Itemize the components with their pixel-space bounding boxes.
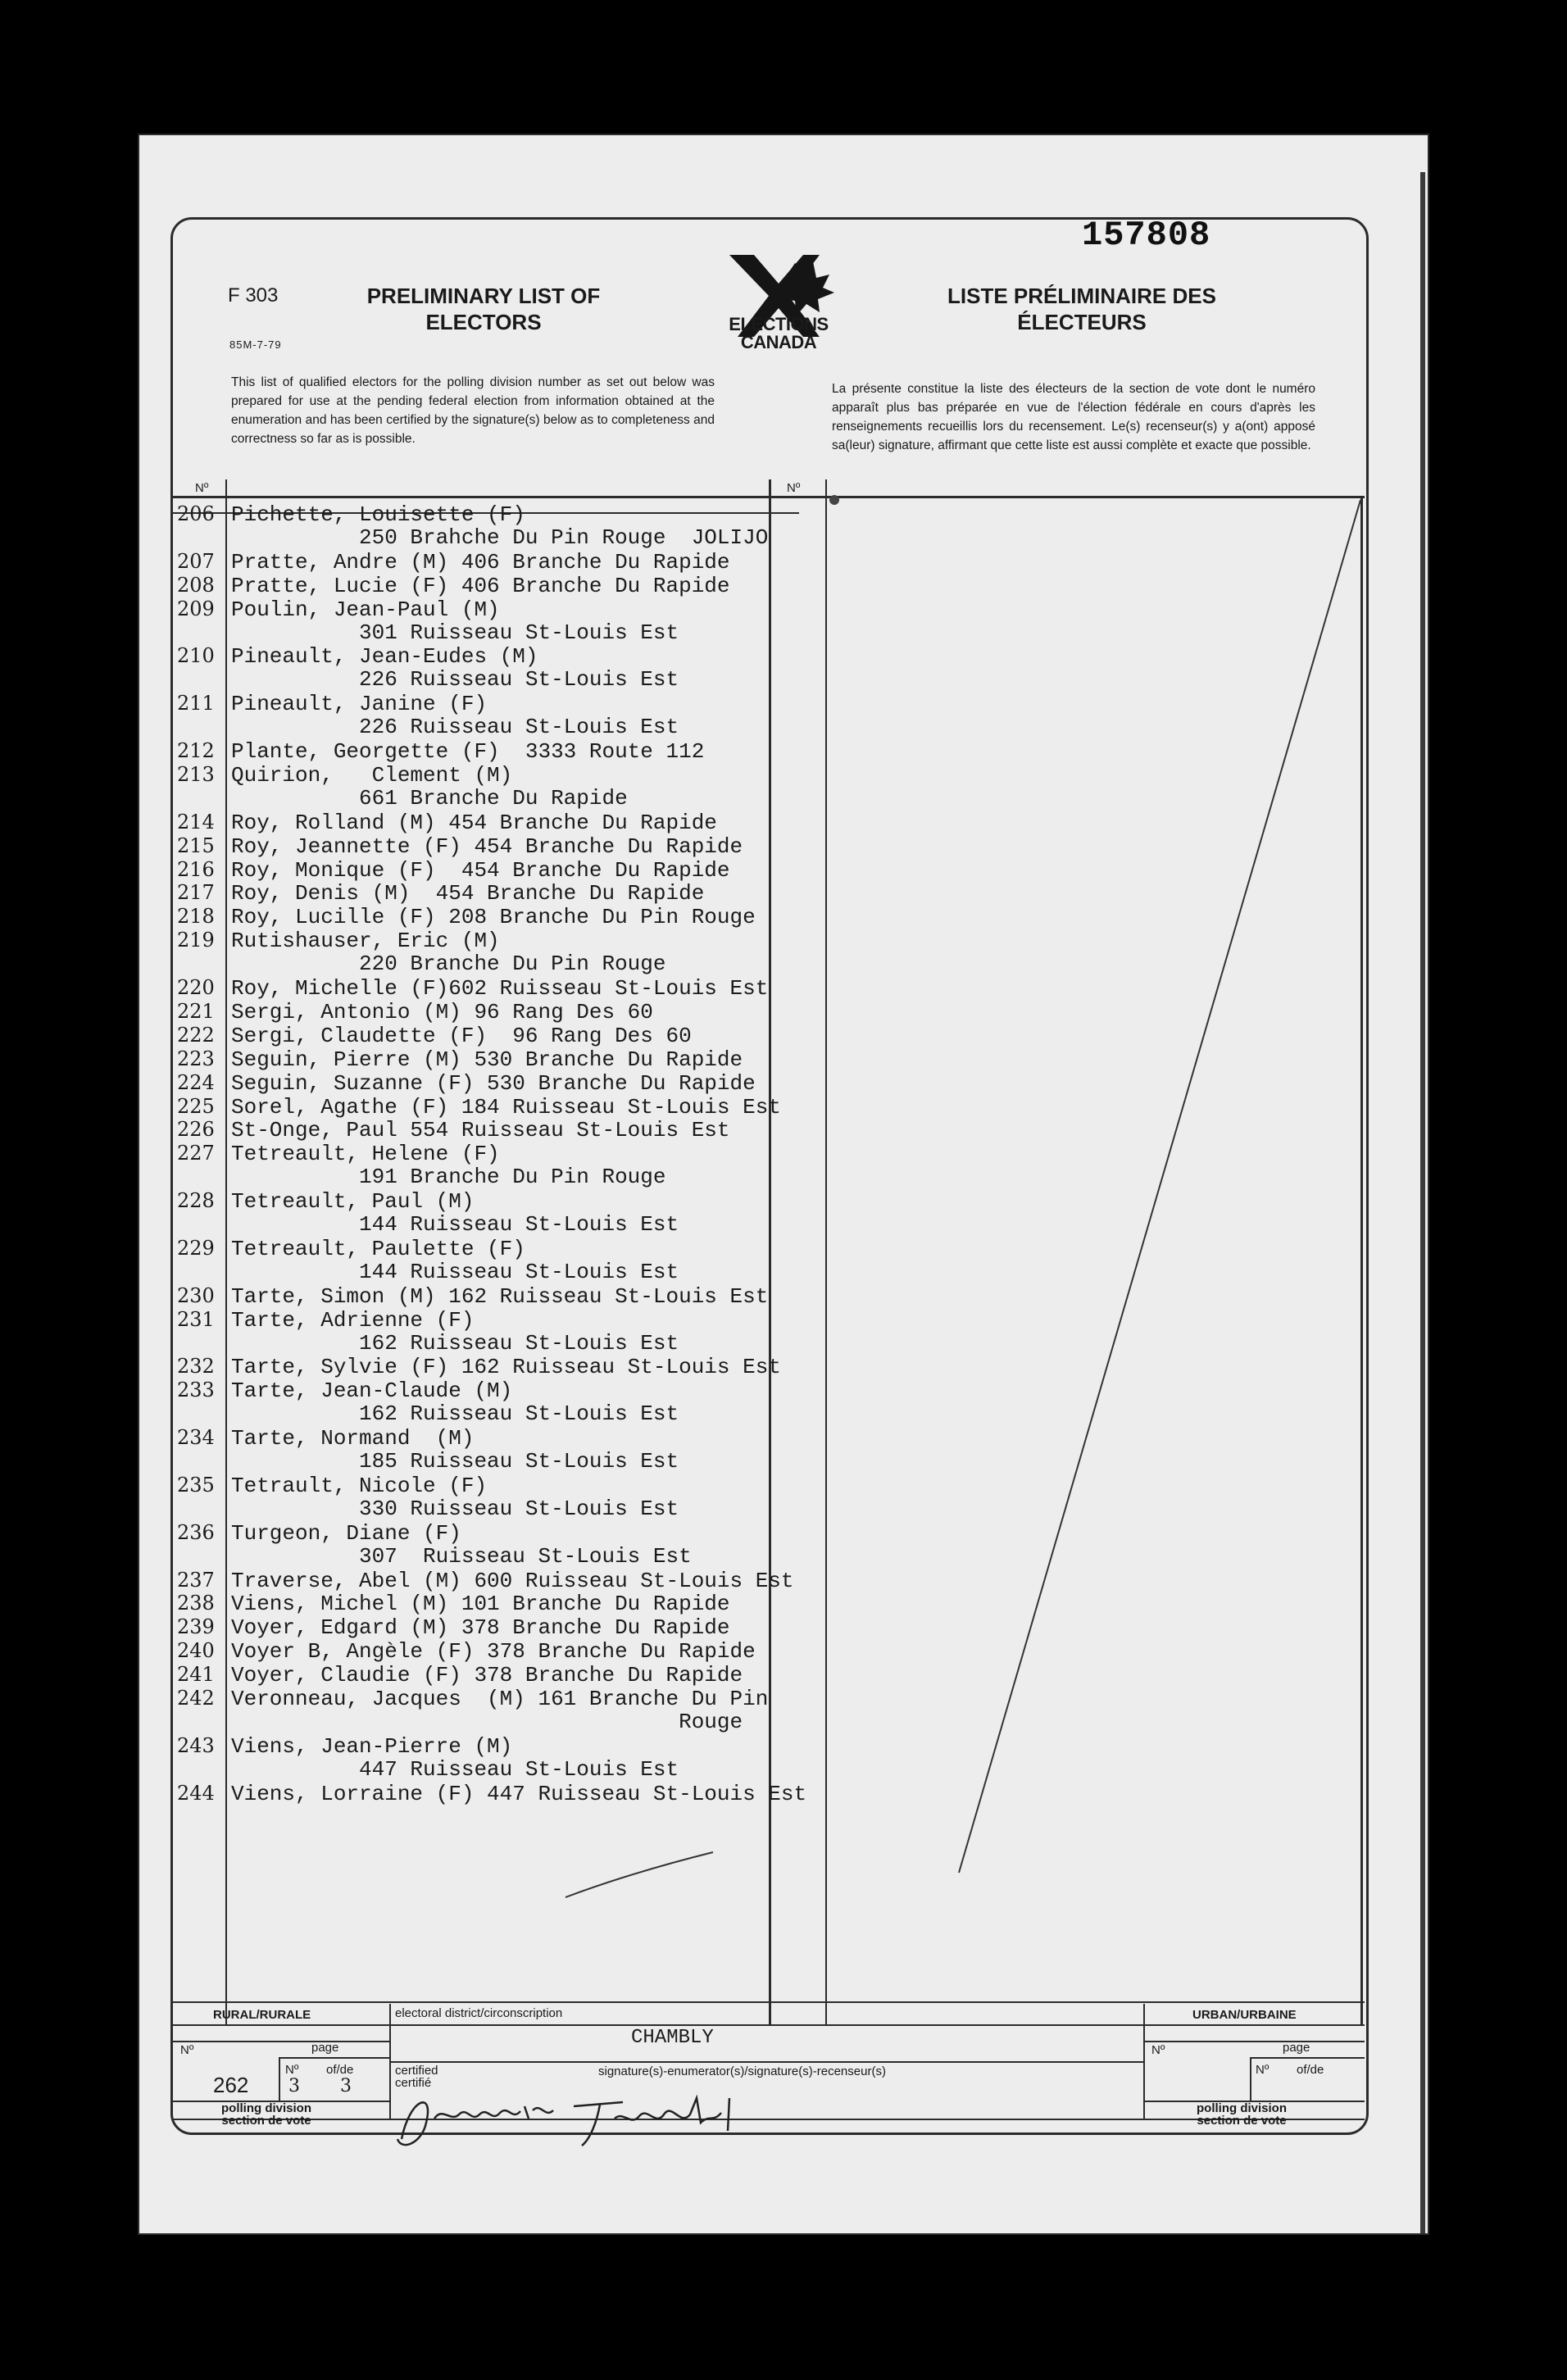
- list-item: [177, 787, 628, 810]
- document-sheet: [139, 135, 1428, 2233]
- elector-entry: Tetreault, Paul (M): [231, 1189, 475, 1215]
- footer-rule: [172, 2001, 1365, 2003]
- list-item: [177, 1710, 743, 1733]
- elector-entry: Viens, Michel (M) 101 Branche Du Rapide: [231, 1592, 730, 1617]
- elector-number: 228: [177, 1189, 215, 1213]
- page-no-value: 3: [288, 2076, 300, 2096]
- intro-french: La présente constitue la liste des électeurs de la section de vote dont le numéro apparaît plus bas préparée en vue de l'élection fédérale en cours d'après les renseignements recueillis lors du recensement. Le(s) recenseur(s) y a(ont) apposé sa(leur) signature, affirmant que cette liste est aussi complète et exacte que possible.: [832, 382, 1315, 452]
- elector-number: 222: [177, 1023, 215, 1047]
- list-item: [177, 1592, 730, 1615]
- elector-entry: Rouge: [231, 1709, 743, 1734]
- elector-entry: Tetrault, Nicole (F): [231, 1473, 488, 1498]
- title-french-line-1: LISTE PRÉLIMINAIRE DES: [947, 284, 1216, 308]
- list-item: [177, 1024, 692, 1047]
- list-item: [177, 692, 487, 715]
- logo-line-2: CANADA: [740, 332, 817, 352]
- list-item: [177, 929, 500, 952]
- form-code: F 303: [228, 284, 279, 307]
- elector-number: 207: [177, 549, 215, 573]
- list-item: [177, 1378, 512, 1402]
- elector-number: 229: [177, 1236, 215, 1260]
- list-item: [177, 1569, 794, 1592]
- urban-page-divider: [1250, 2057, 1251, 2102]
- list-item: [177, 1189, 474, 1213]
- elector-number: 241: [177, 1663, 215, 1687]
- list-item: [177, 1047, 743, 1071]
- elector-number: 224: [177, 1070, 215, 1094]
- elector-number: 209: [177, 597, 215, 620]
- elector-entry: Tarte, Simon (M) 162 Ruisseau St-Louis Est: [231, 1283, 769, 1309]
- list-item: [177, 1308, 474, 1332]
- list-item: [177, 976, 768, 1000]
- certified-label-fr: certifié: [395, 2076, 432, 2090]
- number-column-header-right: Nº: [787, 481, 801, 495]
- handwritten-signature: [385, 2082, 779, 2155]
- list-item: [177, 574, 730, 597]
- list-item: [177, 1450, 679, 1473]
- list-item: [177, 1687, 768, 1710]
- list-item: [177, 621, 679, 644]
- elector-number: 236: [177, 1520, 215, 1544]
- list-item: [177, 1284, 768, 1308]
- rural-page-divider: [279, 2057, 280, 2102]
- page-of-value: 3: [340, 2076, 352, 2096]
- list-item: [177, 739, 704, 763]
- certified-label-en: certified: [395, 2064, 438, 2078]
- urban-no-label: Nº: [1151, 2043, 1165, 2057]
- list-item: [177, 1663, 743, 1687]
- elector-number: 226: [177, 1118, 215, 1142]
- elector-entry: 191 Branche Du Pin Rouge: [231, 1165, 666, 1190]
- urban-rule: [1143, 2041, 1365, 2042]
- elector-number: 211: [177, 692, 215, 715]
- rural-label: RURAL/RURALE: [213, 2008, 311, 2022]
- rural-page-rule: [279, 2057, 389, 2059]
- rural-polling-division-label-en: polling division: [221, 2101, 311, 2115]
- elector-entry: Roy, Monique (F) 454 Branche Du Rapide: [231, 857, 730, 883]
- urban-polling-division-label-fr: section de vote: [1197, 2114, 1287, 2128]
- title-english-line-1: PRELIMINARY LIST OF: [366, 284, 601, 308]
- elector-entry: Voyer B, Angèle (F) 378 Branche Du Rapide: [231, 1639, 756, 1665]
- district-value: CHAMBLY: [631, 2027, 714, 2049]
- elector-number: 242: [177, 1687, 215, 1710]
- elector-entry: Pratte, Lucie (F) 406 Branche Du Rapide: [231, 573, 730, 598]
- list-item: [177, 1545, 692, 1568]
- rural-no-label: Nº: [180, 2043, 194, 2057]
- elector-entry: Viens, Lorraine (F) 447 Ruisseau St-Louis Est: [231, 1781, 807, 1806]
- elector-number: 234: [177, 1426, 215, 1450]
- elector-number: 231: [177, 1307, 215, 1331]
- elector-entry: 162 Ruisseau St-Louis Est: [231, 1401, 679, 1427]
- elector-entry: Viens, Jean-Pierre (M): [231, 1733, 513, 1759]
- elector-number: 230: [177, 1283, 215, 1307]
- urban-polling-division-label: [1197, 2102, 1287, 2127]
- elector-number: 227: [177, 1142, 215, 1165]
- elector-entry: Tarte, Jean-Claude (M): [231, 1378, 513, 1404]
- elector-entry: Roy, Rolland (M) 454 Branche Du Rapide: [231, 810, 717, 835]
- elector-entry: 226 Ruisseau St-Louis Est: [231, 715, 679, 740]
- elector-entry: 220 Branche Du Pin Rouge: [231, 952, 666, 977]
- urban-label: URBAN/URBAINE: [1192, 2008, 1297, 2022]
- list-item: [177, 1474, 487, 1497]
- elector-entry: Seguin, Pierre (M) 530 Branche Du Rapide: [231, 1047, 743, 1072]
- elector-entry: St-Onge, Paul 554 Ruisseau St-Louis Est: [231, 1118, 730, 1143]
- list-item: [177, 1497, 679, 1520]
- list-item: [177, 905, 756, 929]
- signature-label: signature(s)-enumerator(s)/signature(s)-recenseur(s): [598, 2064, 886, 2078]
- list-item: [177, 715, 679, 738]
- elector-number: 223: [177, 1047, 215, 1070]
- footer-divider-2: [1143, 2004, 1145, 2120]
- serial-number: 157808: [1082, 216, 1211, 255]
- elector-number: 235: [177, 1473, 215, 1497]
- rural-rule: [172, 2041, 389, 2042]
- sheet-edge-shadow: [1420, 172, 1425, 2233]
- elector-entry: Quirion, Clement (M): [231, 762, 513, 788]
- elector-entry: Roy, Lucille (F) 208 Branche Du Pin Rouge: [231, 905, 756, 930]
- elector-entry: 307 Ruisseau St-Louis Est: [231, 1543, 692, 1569]
- urban-page-label: page: [1283, 2041, 1310, 2055]
- elector-number: 219: [177, 929, 215, 952]
- elector-entry: 162 Ruisseau St-Louis Est: [231, 1330, 679, 1356]
- elector-number: 233: [177, 1378, 215, 1402]
- elector-entry: 301 Ruisseau St-Louis Est: [231, 620, 679, 645]
- footer-mid-rule: [389, 2061, 1143, 2063]
- district-label: electoral district/circonscription: [395, 2006, 563, 2020]
- list-item: [177, 1118, 730, 1142]
- elector-number: 213: [177, 762, 215, 786]
- elector-entry: Poulin, Jean-Paul (M): [231, 597, 500, 622]
- elector-entry: 185 Ruisseau St-Louis Est: [231, 1449, 679, 1474]
- list-item: [177, 1734, 512, 1758]
- list-item: [177, 1615, 730, 1639]
- list-item: [177, 1000, 653, 1024]
- footer-rule-2: [172, 2024, 1365, 2026]
- intro-english: This list of qualified electors for the polling division number as set out below was prepared for use at the pending federal election from information obtained at the enumeration and has been certified by the signature(s) below as to completeness and correctness so far as is possible.: [231, 375, 715, 446]
- list-item: [177, 1237, 525, 1260]
- list-item: [177, 834, 743, 858]
- number-column-header-left: Nº: [195, 481, 209, 495]
- title-english-line-2: ELECTORS: [425, 310, 542, 334]
- elector-entry: 144 Ruisseau St-Louis Est: [231, 1212, 679, 1237]
- elector-entry: Rutishauser, Eric (M): [231, 929, 500, 954]
- list-item: [177, 668, 679, 691]
- rural-of-label: of/de: [326, 2063, 354, 2077]
- elector-entry: Roy, Denis (M) 454 Branche Du Rapide: [231, 881, 705, 906]
- elector-entry: Tetreault, Helene (F): [231, 1142, 500, 1167]
- rural-polling-division-label: [221, 2102, 311, 2127]
- elector-entry: Tarte, Sylvie (F) 162 Ruisseau St-Louis Est: [231, 1355, 781, 1380]
- elector-entry: Plante, Georgette (F) 3333 Route 112: [231, 739, 705, 764]
- urban-polling-division-label-en: polling division: [1197, 2101, 1287, 2115]
- rural-polling-division-label-fr: section de vote: [221, 2114, 311, 2128]
- elector-entry: 447 Ruisseau St-Louis Est: [231, 1756, 679, 1782]
- list-item: [177, 1095, 781, 1119]
- elector-entry: Voyer, Claudie (F) 378 Branche Du Rapide: [231, 1663, 743, 1688]
- list-item: [177, 526, 768, 549]
- list-item: [177, 1355, 781, 1378]
- list-item: [177, 881, 704, 905]
- elector-entry: Veronneau, Jacques (M) 161 Branche Du Pin: [231, 1687, 769, 1711]
- form-date: 85M-7-79: [229, 338, 282, 351]
- elector-number: 239: [177, 1615, 215, 1639]
- list-item: [177, 1402, 679, 1425]
- rural-page-no-label: Nº: [285, 2063, 299, 2077]
- list-item: [177, 1521, 461, 1545]
- elector-entry: Voyer, Edgard (M) 378 Branche Du Rapide: [231, 1615, 730, 1641]
- elector-number: 225: [177, 1094, 215, 1118]
- list-item: [177, 597, 500, 621]
- elector-number: 208: [177, 573, 215, 597]
- list-item: [177, 1142, 500, 1165]
- urban-page-rule: [1250, 2057, 1365, 2059]
- list-item: [177, 502, 525, 526]
- list-item: [177, 1639, 756, 1663]
- elector-entry: Pineault, Janine (F): [231, 692, 488, 717]
- elector-number: 216: [177, 857, 215, 881]
- list-item: [177, 952, 666, 975]
- elector-entry: 144 Ruisseau St-Louis Est: [231, 1259, 679, 1284]
- elector-entry: Seguin, Suzanne (F) 530 Branche Du Rapide: [231, 1070, 756, 1096]
- elector-entry: 661 Branche Du Rapide: [231, 785, 628, 811]
- elector-entry: 250 Brahche Du Pin Rouge JOLIJO: [231, 525, 769, 550]
- polling-division-value: 262: [213, 2073, 249, 2097]
- elector-number: 217: [177, 881, 215, 905]
- elector-number: 244: [177, 1781, 215, 1805]
- list-item: [177, 1071, 756, 1095]
- elector-entry: Tarte, Adrienne (F): [231, 1307, 475, 1333]
- elector-number: 240: [177, 1639, 215, 1663]
- rural-page-label: page: [311, 2041, 339, 2055]
- elector-entry: Pineault, Jean-Eudes (M): [231, 644, 538, 670]
- elector-number: 220: [177, 976, 215, 999]
- urban-page-no-label: Nº: [1256, 2063, 1269, 2077]
- elector-entry: Sergi, Claudette (F) 96 Rang Des 60: [231, 1023, 692, 1048]
- elector-number: 212: [177, 739, 215, 762]
- elector-entry: Pichette, Louisette (F): [231, 502, 525, 527]
- urban-of-label: of/de: [1297, 2063, 1324, 2077]
- elector-number: 218: [177, 905, 215, 929]
- list-item: [177, 858, 730, 882]
- list-item: [177, 644, 538, 668]
- list-item: [177, 1758, 679, 1781]
- elector-number: 210: [177, 644, 215, 668]
- elector-number: 215: [177, 833, 215, 857]
- elector-number: 237: [177, 1568, 215, 1592]
- list-item: [177, 811, 717, 834]
- list-item: [177, 1426, 474, 1450]
- elector-entry: 226 Ruisseau St-Louis Est: [231, 667, 679, 693]
- list-item: [177, 763, 512, 787]
- elector-number: 232: [177, 1355, 215, 1378]
- elector-number: 206: [177, 502, 215, 525]
- list-item: [177, 1332, 679, 1355]
- elector-number: 214: [177, 810, 215, 833]
- elector-entry: Pratte, Andre (M) 406 Branche Du Rapide: [231, 549, 730, 575]
- list-item: [177, 550, 730, 574]
- elector-entry: Sergi, Antonio (M) 96 Rang Des 60: [231, 999, 653, 1024]
- elector-number: 243: [177, 1733, 215, 1757]
- logo-line-1: ELECTIONS: [729, 314, 829, 334]
- elector-entry: Roy, Jeannette (F) 454 Branche Du Rapide: [231, 833, 743, 859]
- elector-entry: Tetreault, Paulette (F): [231, 1236, 525, 1261]
- elector-number: 221: [177, 999, 215, 1023]
- list-item: [177, 1260, 679, 1283]
- list-item: [177, 1213, 679, 1236]
- list-item: [177, 1782, 806, 1805]
- title-french-line-2: ÉLECTEURS: [1017, 310, 1147, 334]
- elector-entry: Roy, Michelle (F)602 Ruisseau St-Louis Est: [231, 976, 769, 1001]
- elector-entry: 330 Ruisseau St-Louis Est: [231, 1496, 679, 1521]
- list-item: [177, 1165, 666, 1188]
- elector-entry: Tarte, Normand (M): [231, 1426, 475, 1451]
- elector-number: 238: [177, 1592, 215, 1615]
- elector-entry: Turgeon, Diane (F): [231, 1520, 461, 1546]
- elector-entry: Traverse, Abel (M) 600 Ruisseau St-Louis Est: [231, 1568, 794, 1593]
- elector-entry: Sorel, Agathe (F) 184 Ruisseau St-Louis Est: [231, 1094, 781, 1120]
